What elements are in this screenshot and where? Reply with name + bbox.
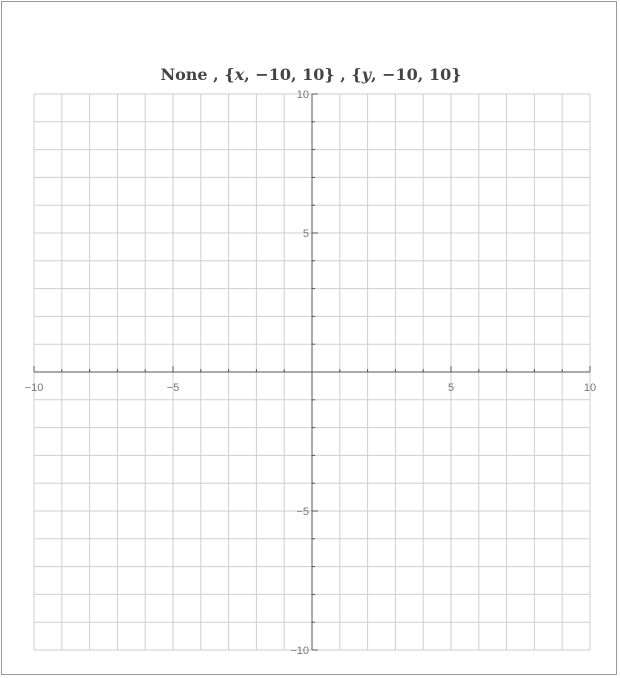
- title-y-var: y: [361, 65, 371, 84]
- tick-labels: [25, 89, 596, 657]
- title-y-open: {: [351, 65, 362, 84]
- title-sep-1: ,: [207, 65, 225, 84]
- title-x-range: , −10, 10}: [244, 65, 335, 84]
- y-tick-label: 10: [296, 89, 309, 101]
- x-tick-label: 10: [583, 382, 597, 394]
- y-tick-label: 5: [302, 228, 309, 240]
- y-tick-label: −10: [290, 645, 309, 657]
- title-x-open: {: [224, 65, 235, 84]
- x-tick-label: −5: [166, 382, 180, 394]
- x-tick-label: 5: [447, 382, 455, 394]
- y-tick-label: −5: [296, 506, 309, 518]
- title-sep-2: ,: [334, 65, 352, 84]
- title-y-range: , −10, 10}: [370, 65, 462, 84]
- x-tick-label: −10: [24, 382, 44, 394]
- chart-title: [160, 65, 461, 84]
- title-none: None: [160, 65, 208, 84]
- title-x-var: x: [234, 65, 245, 84]
